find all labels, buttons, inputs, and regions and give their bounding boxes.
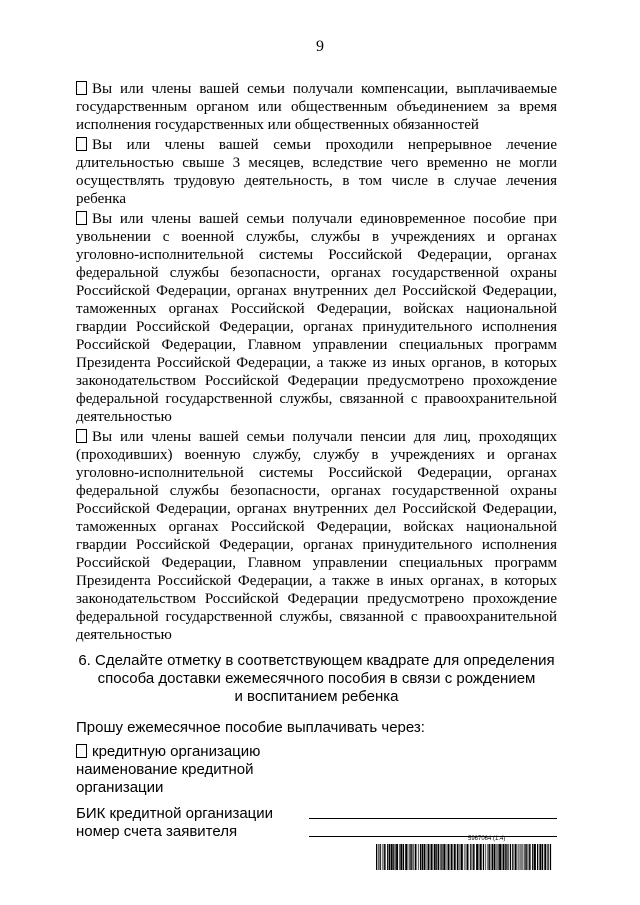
paragraph-pension xyxy=(76,428,557,644)
paragraph-text: Вы или члены вашей семьи получали пенсии для лиц, проходящих (проходивших) военную службу, службу в учреждениях и органах уголовно-исполнительной системы Российской Федерации, органах федеральной службы безопасности, органах государственной охраны Российской Федерации, органах внутренних дел Российской Федерации, таможенных органах Российской Федерации, войсках национальной гвардии Российской Федерации, органах принудительного исполнения Российской Федерации, Главном управлении специальных программ Президента Российской Федерации, а также в иных органах, в которых законодательством Российской Федерации предусмотрено прохождение федеральной государственной службы, связанной с правоохранительной деятельностью xyxy=(76,429,557,643)
paragraph-text: Вы или члены вашей семьи получали единовременное пособие при увольнении с военной службы, службы в учреждениях и органах уголовно-исполнительной системы Российской Федерации, органах федеральной службы безопасности, органах государственной охраны Российской Федерации, органах внутренних дел Российской Федерации, таможенных органах Российской Федерации, войсках национальной гвардии Российской Федерации, органах принудительного исполнения Российской Федерации, Главном управлении специальных программ Президента Российской Федерации, а также из иных органов, в которых законодательством Российской Федерации предусмотрено прохождение федеральной государственной службы, связанной с правоохранительной деятельностью xyxy=(76,211,557,425)
account-field[interactable] xyxy=(309,835,557,837)
section-6-heading-line: способа доставки ежемесячного пособия в связи с рождением xyxy=(97,670,536,687)
section-6-heading-line: и воспитанием ребенка xyxy=(234,688,399,705)
bik-field[interactable] xyxy=(309,817,557,819)
payment-request-text: Прошу ежемесячное пособие выплачивать через: xyxy=(76,719,425,736)
credit-org-name-label-cont: организации xyxy=(76,779,164,796)
credit-org-option xyxy=(76,743,557,797)
section-6-heading xyxy=(76,652,557,706)
checkbox-lump-sum[interactable] xyxy=(76,211,87,225)
section-6-heading-line: 6. Сделайте отметку в соответствующем квадрате для определения xyxy=(78,652,555,669)
checkbox-treatment[interactable] xyxy=(76,137,87,151)
page-number: 9 xyxy=(316,38,324,55)
checkbox-pension[interactable] xyxy=(76,429,87,443)
paragraph-compensation xyxy=(76,80,557,134)
barcode-icon xyxy=(376,844,552,870)
paragraph-lump-sum xyxy=(76,210,557,426)
credit-org-option-row xyxy=(76,743,557,761)
checkbox-credit-org[interactable] xyxy=(76,744,87,758)
credit-org-option-label: кредитную организацию xyxy=(92,743,261,760)
bik-label: БИК кредитной организации xyxy=(76,805,274,822)
checkbox-compensation[interactable] xyxy=(76,81,87,95)
form-content xyxy=(76,80,557,841)
credit-org-name-label: наименование кредитной xyxy=(76,761,254,778)
account-label: номер счета заявителя xyxy=(76,823,238,840)
paragraph-treatment xyxy=(76,136,557,208)
bik-row xyxy=(76,805,557,823)
barcode-caption: 5967064 (1.4) xyxy=(468,836,506,842)
paragraph-text: Вы или члены вашей семьи проходили непрерывное лечение длительностью свыше 3 месяцев, вследствие чего временно не могли осуществлять трудовую деятельность, в том числе в случае лечения ребенка xyxy=(76,137,557,207)
paragraph-text: Вы или члены вашей семьи получали компенсации, выплачиваемые государственным органом или общественным объединением за время исполнения государственных или общественных обязанностей xyxy=(76,81,557,133)
